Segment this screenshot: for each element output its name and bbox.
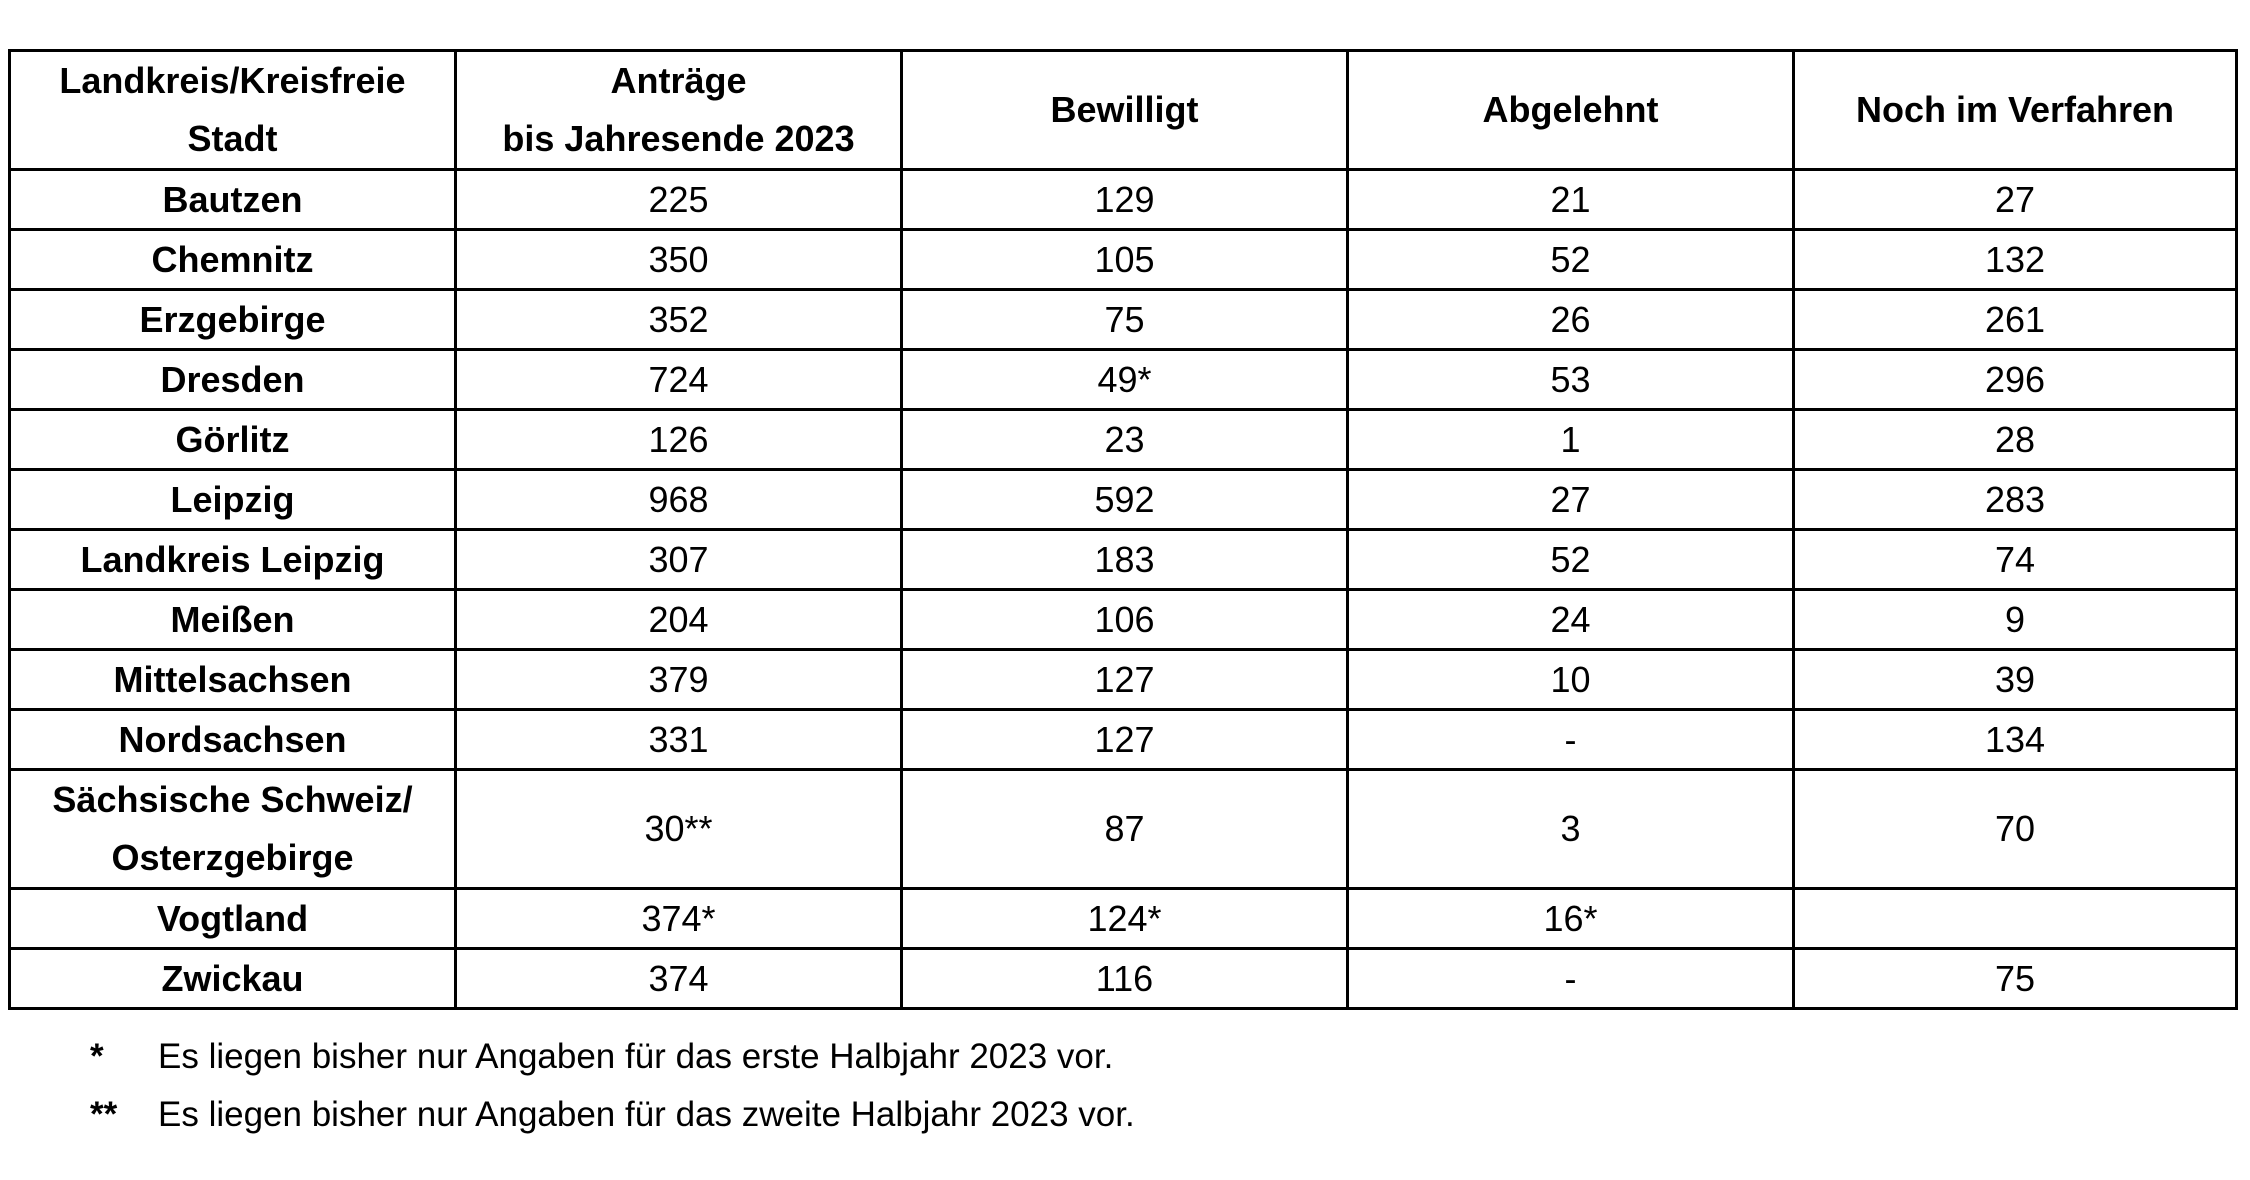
rejected-cell: 24 (1348, 590, 1794, 650)
rejected-cell: 27 (1348, 470, 1794, 530)
header-rejected: Abgelehnt (1348, 51, 1794, 170)
footnote-mark: ** (90, 1095, 118, 1134)
applications-cell: 352 (456, 290, 902, 350)
approved-cell: 127 (902, 650, 1348, 710)
approved-cell: 183 (902, 530, 1348, 590)
table-row (10, 949, 2237, 1009)
rejected-cell: 26 (1348, 290, 1794, 350)
pending-cell: 283 (1794, 470, 2237, 530)
table-row (10, 350, 2237, 410)
footnote-first-half (90, 1028, 1135, 1086)
header-approved: Bewilligt (902, 51, 1348, 170)
region-name: Erzgebirge (10, 290, 456, 350)
applications-cell: 225 (456, 170, 902, 230)
pending-cell: 39 (1794, 650, 2237, 710)
applications-cell: 374 (456, 949, 902, 1009)
pending-cell: 132 (1794, 230, 2237, 290)
rejected-cell: 1 (1348, 410, 1794, 470)
region-name: Mittelsachsen (10, 650, 456, 710)
pending-cell: 74 (1794, 530, 2237, 590)
region-name: Chemnitz (10, 230, 456, 290)
pending-cell: 27 (1794, 170, 2237, 230)
pending-cell: 261 (1794, 290, 2237, 350)
pending-cell: 70 (1794, 770, 2237, 889)
approved-cell: 75 (902, 290, 1348, 350)
applications-cell: 307 (456, 530, 902, 590)
approved-cell: 106 (902, 590, 1348, 650)
applications-cell: 331 (456, 710, 902, 770)
table-row (10, 290, 2237, 350)
approved-cell: 23 (902, 410, 1348, 470)
table-row (10, 770, 2237, 889)
pending-cell: 134 (1794, 710, 2237, 770)
approved-cell: 116 (902, 949, 1348, 1009)
table-row (10, 590, 2237, 650)
approved-cell: 124* (902, 889, 1348, 949)
table-row (10, 530, 2237, 590)
region-name: Landkreis Leipzig (10, 530, 456, 590)
region-name: Leipzig (10, 470, 456, 530)
pending-cell: 9 (1794, 590, 2237, 650)
approved-cell: 49* (902, 350, 1348, 410)
header-row (10, 51, 2237, 170)
rejected-cell: 21 (1348, 170, 1794, 230)
rejected-cell: 52 (1348, 530, 1794, 590)
footnote-second-half (90, 1086, 1135, 1144)
applications-cell: 204 (456, 590, 902, 650)
header-region: Landkreis/Kreisfreie Stadt (10, 51, 456, 170)
region-name: Meißen (10, 590, 456, 650)
approved-cell: 105 (902, 230, 1348, 290)
approved-cell: 87 (902, 770, 1348, 889)
region-name: Zwickau (10, 949, 456, 1009)
approved-cell: 592 (902, 470, 1348, 530)
region-name: Dresden (10, 350, 456, 410)
rejected-cell: - (1348, 949, 1794, 1009)
table-row (10, 410, 2237, 470)
region-name: Vogtland (10, 889, 456, 949)
footnotes (90, 1028, 1135, 1144)
table-row (10, 470, 2237, 530)
applications-cell: 724 (456, 350, 902, 410)
region-name: Sächsische Schweiz/ Osterzgebirge (10, 770, 456, 889)
rejected-cell: 10 (1348, 650, 1794, 710)
header-applications: Anträge bis Jahresende 2023 (456, 51, 902, 170)
applications-cell: 968 (456, 470, 902, 530)
header-pending: Noch im Verfahren (1794, 51, 2237, 170)
rejected-cell: 3 (1348, 770, 1794, 889)
rejected-cell: - (1348, 710, 1794, 770)
pending-cell: 296 (1794, 350, 2237, 410)
table-row (10, 889, 2237, 949)
approved-cell: 127 (902, 710, 1348, 770)
region-name: Görlitz (10, 410, 456, 470)
table-row (10, 650, 2237, 710)
region-name: Nordsachsen (10, 710, 456, 770)
rejected-cell: 53 (1348, 350, 1794, 410)
applications-cell: 30** (456, 770, 902, 889)
table-row (10, 230, 2237, 290)
rejected-cell: 52 (1348, 230, 1794, 290)
footnote-mark: * (90, 1037, 104, 1076)
pending-cell (1794, 889, 2237, 949)
footnote-text: Es liegen bisher nur Angaben für das zweite Halbjahr 2023 vor. (158, 1095, 1135, 1134)
table-row (10, 170, 2237, 230)
rejected-cell: 16* (1348, 889, 1794, 949)
footnote-text: Es liegen bisher nur Angaben für das erste Halbjahr 2023 vor. (158, 1037, 1114, 1076)
approved-cell: 129 (902, 170, 1348, 230)
applications-cell: 374* (456, 889, 902, 949)
applications-cell: 350 (456, 230, 902, 290)
applications-cell: 126 (456, 410, 902, 470)
table-row (10, 710, 2237, 770)
pending-cell: 28 (1794, 410, 2237, 470)
pending-cell: 75 (1794, 949, 2237, 1009)
region-name: Bautzen (10, 170, 456, 230)
data-table (8, 49, 2238, 1010)
applications-cell: 379 (456, 650, 902, 710)
